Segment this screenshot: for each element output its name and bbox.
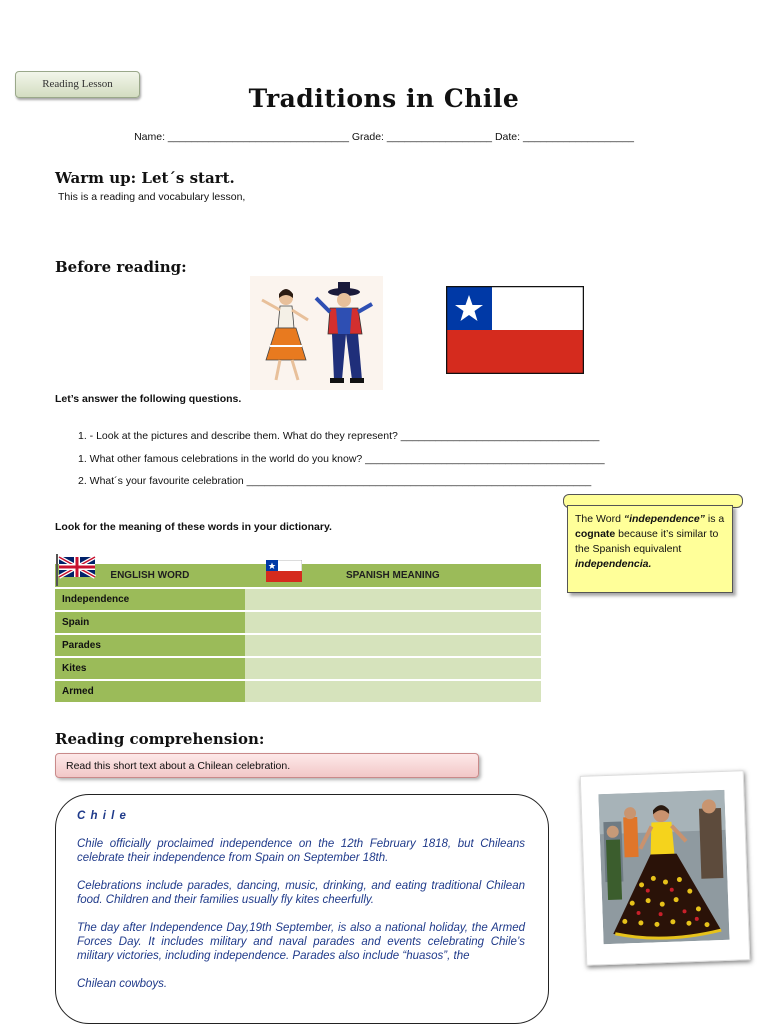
dancer-photo bbox=[598, 790, 729, 944]
note-text: because it’s similar to the Spanish equivalent bbox=[575, 528, 719, 555]
reading-paragraph-2: Celebrations include parades, dancing, music, drinking, and eating traditional Chilean food. Children and their families usually fly kites cheerfully. bbox=[77, 880, 525, 906]
grade-field-label: Grade: __________________ bbox=[351, 131, 493, 143]
vocab-word: Armed bbox=[55, 681, 245, 702]
vocabulary-table bbox=[55, 562, 541, 704]
vocab-meaning-cell[interactable] bbox=[245, 635, 541, 656]
chile-flag-icon bbox=[266, 560, 302, 582]
name-field-label: Name: _______________________________ bbox=[134, 131, 349, 143]
reading-title: C h i l e bbox=[77, 810, 127, 822]
note-text: is a bbox=[704, 513, 725, 525]
vocab-meaning-cell[interactable] bbox=[245, 658, 541, 679]
english-word-header: ENGLISH WORD bbox=[55, 564, 245, 587]
vocab-word: Spain bbox=[55, 612, 245, 633]
note-cognate: cognate bbox=[575, 528, 616, 540]
vocab-meaning-cell[interactable] bbox=[245, 612, 541, 633]
note-text: The Word bbox=[575, 513, 624, 525]
spanish-meaning-header: SPANISH MEANING bbox=[245, 564, 541, 587]
date-field-label: Date: ___________________ bbox=[494, 131, 634, 143]
reading-paragraph-1: Chile officially proclaimed independence on the 12th February 1818, but Chileans celebrate their independence from Spain on September 18th. bbox=[77, 838, 525, 864]
question-1: 1. - Look at the pictures and describe them. What do they represent? __________________________________ bbox=[78, 430, 600, 442]
before-reading-heading: Before reading: bbox=[55, 258, 187, 276]
dancer-photo-frame bbox=[580, 770, 751, 966]
vocab-word: Independence bbox=[55, 589, 245, 610]
reading-lesson-tag: Reading Lesson bbox=[15, 71, 140, 98]
uk-flag-icon bbox=[55, 554, 97, 586]
comprehension-heading: Reading comprehension: bbox=[55, 730, 265, 748]
note-keyword: “independence” bbox=[623, 513, 705, 525]
cognate-note bbox=[567, 505, 733, 593]
question-3: 2. What´s your favourite celebration ___________________________________________________________ bbox=[78, 475, 592, 487]
comprehension-instruction: Read this short text about a Chilean celebration. bbox=[55, 753, 479, 778]
student-info-line bbox=[0, 131, 768, 143]
questions-intro: Let’s answer the following questions. bbox=[55, 393, 242, 405]
chile-flag bbox=[446, 286, 584, 374]
note-spanish-word: independencia. bbox=[575, 558, 652, 570]
vocab-word: Kites bbox=[55, 658, 245, 679]
warmup-heading: Warm up: Let´s start. bbox=[55, 169, 235, 187]
cueca-dancers-illustration bbox=[250, 276, 383, 390]
vocab-meaning-cell[interactable] bbox=[245, 681, 541, 702]
page-title: Traditions in Chile bbox=[248, 84, 520, 113]
reading-paragraph-3-end: Chilean cowboys. bbox=[77, 978, 168, 990]
warmup-intro: This is a reading and vocabulary lesson, bbox=[58, 191, 246, 203]
vocab-meaning-cell[interactable] bbox=[245, 589, 541, 610]
vocabulary-instruction: Look for the meaning of these words in your dictionary. bbox=[55, 521, 332, 533]
question-2: 1. What other famous celebrations in the world do you know? _________________________________________ bbox=[78, 453, 605, 465]
reading-paragraph-3: The day after Independence Day,19th September, is also a national holiday, the Armed Forces Day. It includes military and naval parades and events celebrating Chile’s military victories, including independence. Parades also include “huasos”, the bbox=[77, 922, 525, 962]
vocab-word: Parades bbox=[55, 635, 245, 656]
